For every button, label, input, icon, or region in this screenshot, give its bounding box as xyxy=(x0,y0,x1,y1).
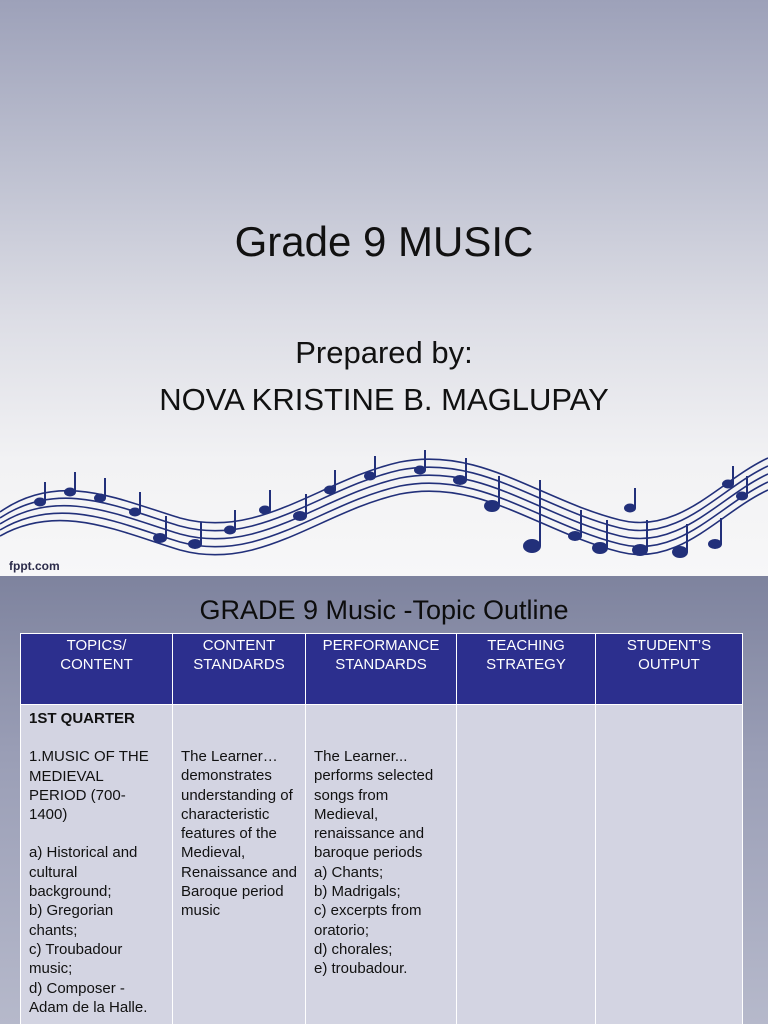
performance-standard-text: The Learner... performs selected songs from Medieval, renaissance and baroque periods a) Chants; b) Madrigals; c) excerpts from oratorio; d) chorales; e) troubadour. xyxy=(314,748,434,978)
cell-topics xyxy=(21,705,173,1024)
column-header-performance-standards: PERFORMANCE STANDARDS xyxy=(306,634,457,705)
cell-content-standards xyxy=(173,705,306,1024)
slide-title: Grade 9 MUSIC xyxy=(234,218,534,265)
cell-performance-standards xyxy=(306,705,457,1024)
prepared-by-label: Prepared by: xyxy=(295,335,473,370)
column-header-topics: TOPICS/ CONTENT xyxy=(21,634,173,705)
topic-title: 1.MUSIC OF THE MEDIEVAL PERIOD (700-1400) xyxy=(29,748,149,824)
table-row xyxy=(21,705,743,1024)
cell-student-output xyxy=(596,705,743,1024)
topic-outline-table xyxy=(20,633,743,1024)
outline-title: GRADE 9 Music -Topic Outline xyxy=(199,595,569,625)
subtopics-list: a) Historical and cultural background; b) Gregorian chants; c) Troubadour music; d) Composer - Adam de la Halle. xyxy=(29,844,148,1016)
table-header-row xyxy=(21,634,743,705)
cell-teaching-strategy xyxy=(457,705,596,1024)
column-header-content-standards: CONTENT STANDARDS xyxy=(173,634,306,705)
column-header-teaching-strategy: TEACHING STRATEGY xyxy=(457,634,596,705)
watermark-text: fppt.com xyxy=(9,559,60,573)
outline-slide xyxy=(0,576,768,1024)
music-staff-graphic xyxy=(0,440,768,576)
column-header-student-output: STUDENT’S OUTPUT xyxy=(596,634,743,705)
content-standard-text: The Learner… demonstrates understanding of characteristic features of the Medieval, Renaissance and Baroque period music xyxy=(181,748,297,920)
author-name: NOVA KRISTINE B. MAGLUPAY xyxy=(159,382,609,417)
quarter-label: 1ST QUARTER xyxy=(29,710,135,727)
